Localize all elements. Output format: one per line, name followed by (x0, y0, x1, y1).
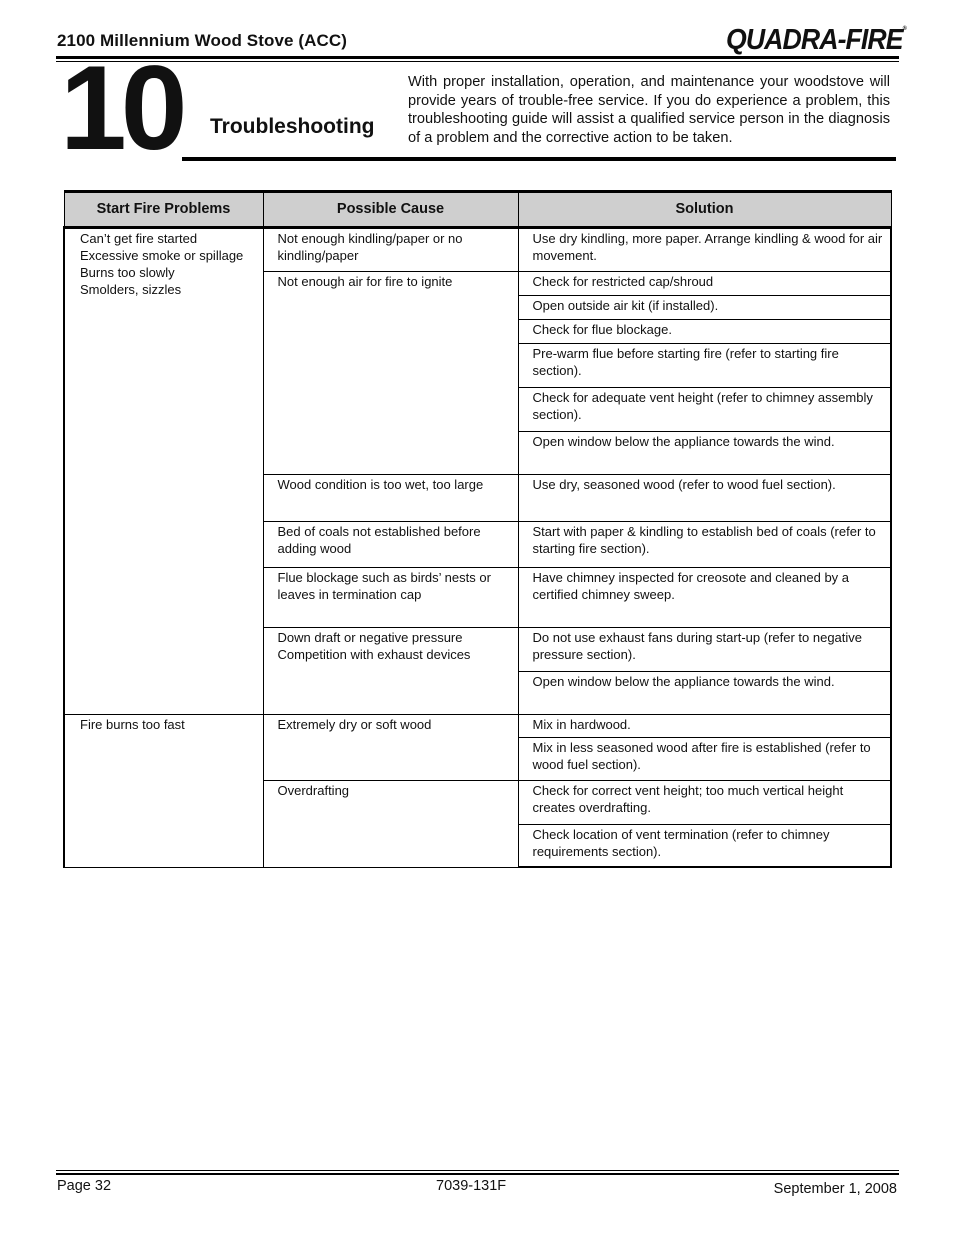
solution-cell: Check for restricted cap/shroud (518, 272, 891, 296)
cause-cell: Overdrafting (263, 781, 518, 868)
section-rule (182, 157, 896, 161)
solution-cell: Use dry, seasoned wood (refer to wood fuel section). (518, 475, 891, 522)
registered-mark: ® (902, 26, 906, 32)
column-header-solution: Solution (518, 192, 891, 228)
brand-logo (726, 24, 906, 57)
cause-cell: Flue blockage such as birds’ nests or leaves in termination cap (263, 568, 518, 628)
solution-cell: Do not use exhaust fans during start-up (refer to negative pressure section). (518, 628, 891, 672)
column-header-problems: Start Fire Problems (64, 192, 263, 228)
problem-item: Excessive smoke or spillage (80, 248, 244, 263)
cause-cell: Extremely dry or soft wood (263, 715, 518, 781)
solution-cell: Have chimney inspected for creosote and cleaned by a certified chimney sweep. (518, 568, 891, 628)
problem-cell (64, 715, 263, 868)
page-number: Page 32 (57, 1178, 112, 1194)
problem-cell (64, 228, 263, 715)
solution-cell: Check for correct vent height; too much vertical height creates overdrafting. (518, 781, 891, 825)
solution-cell: Open window below the appliance towards the wind. (518, 432, 891, 475)
solution-cell: Check for flue blockage. (518, 320, 891, 344)
intro-paragraph: With proper installation, operation, and maintenance your woodstove will provide years of trouble-free service. If you do experience a problem, this troubleshooting guide will assist a qualified service person in the diagnosis of a problem and the corrective action to be taken. (408, 74, 890, 146)
table-header-row (64, 192, 891, 228)
logo-text: QUADRA-FIRE (726, 24, 903, 56)
problem-item: Fire burns too fast (80, 717, 185, 732)
cause-cell: Not enough air for fire to ignite (263, 272, 518, 475)
chapter-number: 10 (60, 41, 182, 175)
column-header-cause: Possible Cause (263, 192, 518, 228)
solution-cell: Mix in hardwood. (518, 715, 891, 738)
solution-cell: Start with paper & kindling to establish bed of coals (refer to starting fire section). (518, 522, 891, 568)
solution-cell: Check for adequate vent height (refer to chimney assembly section). (518, 388, 891, 432)
header-rule (56, 56, 899, 59)
footer-rule (56, 1173, 899, 1175)
footer-rule-thin (56, 1170, 899, 1171)
document-number: 7039-131F (436, 1178, 507, 1194)
table-row (64, 715, 891, 738)
solution-cell: Open outside air kit (if installed). (518, 296, 891, 320)
table-row (64, 228, 891, 272)
document-date: September 1, 2008 (773, 1181, 897, 1197)
cause-cell: Bed of coals not established before adding wood (263, 522, 518, 568)
cause-cell: Wood condition is too wet, too large (263, 475, 518, 522)
solution-cell: Mix in less seasoned wood after fire is established (refer to wood fuel section). (518, 738, 891, 781)
troubleshooting-table (63, 190, 892, 868)
solution-cell: Pre-warm flue before starting fire (refer to starting fire section). (518, 344, 891, 388)
document-header-title: 2100 Millennium Wood Stove (ACC) (57, 31, 348, 50)
solution-cell: Open window below the appliance towards the wind. (518, 672, 891, 715)
section-title: Troubleshooting (210, 115, 375, 138)
header-rule-thin (56, 61, 899, 62)
problem-item: Smolders, sizzles (80, 282, 182, 297)
cause-cell: Down draft or negative pressure Competition with exhaust devices (263, 628, 518, 715)
problem-item: Can’t get fire started (80, 231, 198, 246)
solution-cell: Check location of vent termination (refer to chimney requirements section). (518, 825, 891, 868)
problem-item: Burns too slowly (80, 265, 175, 280)
solution-cell: Use dry kindling, more paper. Arrange kindling & wood for air movement. (518, 228, 891, 272)
cause-cell: Not enough kindling/paper or no kindling/paper (263, 228, 518, 272)
